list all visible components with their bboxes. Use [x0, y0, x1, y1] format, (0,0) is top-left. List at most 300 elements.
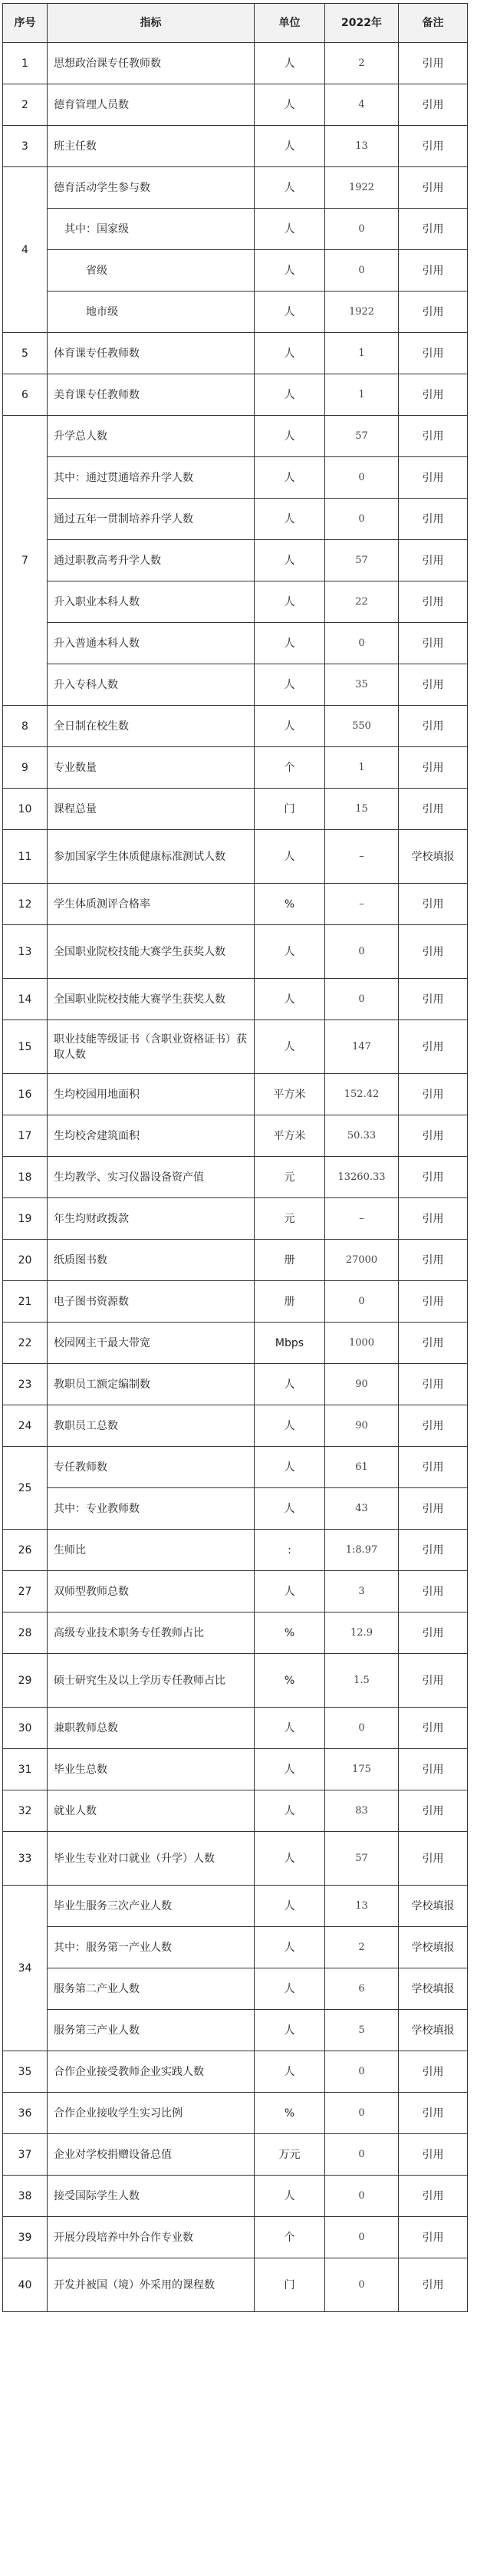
- row-value-cell: 147: [325, 1020, 399, 1074]
- row-remark-cell: 引用: [399, 979, 468, 1020]
- row-indicator-cell: 美育课专任教师数: [48, 374, 255, 416]
- row-remark-cell: 引用: [399, 1157, 468, 1198]
- row-unit-cell: 人: [255, 126, 325, 167]
- row-unit-cell: 人: [255, 167, 325, 209]
- row-indicator-cell: 德育活动学生参与数: [48, 167, 255, 209]
- row-remark-cell: 引用: [399, 2258, 468, 2312]
- row-seq-cell: 2: [3, 84, 48, 126]
- table-row: [3, 1927, 468, 1968]
- row-seq-cell: 6: [3, 374, 48, 416]
- row-remark-cell: 引用: [399, 416, 468, 457]
- table-row: [3, 43, 468, 84]
- row-unit-cell: %: [255, 2093, 325, 2134]
- row-unit-cell: 个: [255, 2217, 325, 2258]
- row-remark-cell: 引用: [399, 2093, 468, 2134]
- row-seq-cell: 18: [3, 1157, 48, 1198]
- table-row: [3, 540, 468, 581]
- row-unit-cell: 人: [255, 1927, 325, 1968]
- row-unit-cell: 人: [255, 540, 325, 581]
- row-value-cell: 13260.33: [325, 1157, 399, 1198]
- row-remark-cell: 引用: [399, 1790, 468, 1832]
- table-row: [3, 1571, 468, 1612]
- row-unit-cell: 个: [255, 747, 325, 789]
- row-value-cell: 1: [325, 747, 399, 789]
- row-remark-cell: 学校填报: [399, 1927, 468, 1968]
- indicator-table: [2, 3, 468, 2312]
- table-row: [3, 292, 468, 333]
- row-unit-cell: 人: [255, 2010, 325, 2051]
- row-remark-cell: 学校填报: [399, 1968, 468, 2010]
- table-row: [3, 2010, 468, 2051]
- row-remark-cell: 引用: [399, 167, 468, 209]
- row-unit-cell: 人: [255, 2051, 325, 2093]
- row-seq-cell: 39: [3, 2217, 48, 2258]
- row-unit-cell: 人: [255, 664, 325, 706]
- row-seq-cell: 4: [3, 167, 48, 333]
- row-remark-cell: 引用: [399, 84, 468, 126]
- row-indicator-cell: 专任教师数: [48, 1447, 255, 1488]
- row-indicator-cell: 生均教学、实习仪器设备资产值: [48, 1157, 255, 1198]
- row-seq-cell: 25: [3, 1447, 48, 1530]
- row-remark-cell: 引用: [399, 1364, 468, 1405]
- row-seq-cell: 37: [3, 2134, 48, 2176]
- row-indicator-cell: 其中：通过贯通培养升学人数: [48, 457, 255, 499]
- table-row: [3, 167, 468, 209]
- row-unit-cell: %: [255, 1654, 325, 1708]
- row-value-cell: 2: [325, 1927, 399, 1968]
- row-value-cell: 0: [325, 1708, 399, 1749]
- table-row: [3, 1447, 468, 1488]
- row-remark-cell: 引用: [399, 2176, 468, 2217]
- row-unit-cell: Mbps: [255, 1323, 325, 1364]
- row-indicator-cell: 纸质图书数: [48, 1240, 255, 1281]
- row-seq-cell: 8: [3, 706, 48, 747]
- row-seq-cell: 3: [3, 126, 48, 167]
- row-remark-cell: 引用: [399, 1447, 468, 1488]
- row-indicator-cell: 硕士研究生及以上学历专任教师占比: [48, 1654, 255, 1708]
- table-row: [3, 126, 468, 167]
- row-unit-cell: 册: [255, 1281, 325, 1323]
- row-remark-cell: 引用: [399, 1654, 468, 1708]
- row-indicator-cell: 开展分段培养中外合作专业数: [48, 2217, 255, 2258]
- row-remark-cell: 引用: [399, 1488, 468, 1530]
- table-row: [3, 1790, 468, 1832]
- row-indicator-cell: 毕业生服务三次产业人数: [48, 1886, 255, 1927]
- table-row: [3, 789, 468, 830]
- row-indicator-cell: 全日制在校生数: [48, 706, 255, 747]
- header-year: 2022年: [325, 4, 399, 43]
- row-seq-cell: 29: [3, 1654, 48, 1708]
- row-value-cell: 1:8.97: [325, 1530, 399, 1571]
- row-remark-cell: 引用: [399, 623, 468, 664]
- table-row: [3, 925, 468, 979]
- row-value-cell: 3: [325, 1571, 399, 1612]
- row-unit-cell: 人: [255, 979, 325, 1020]
- row-indicator-cell: 双师型教师总数: [48, 1571, 255, 1612]
- row-seq-cell: 34: [3, 1886, 48, 2051]
- row-seq-cell: 17: [3, 1115, 48, 1157]
- row-indicator-cell: 职业技能等级证书（含职业资格证书）获取人数: [48, 1020, 255, 1074]
- row-seq-cell: 31: [3, 1749, 48, 1790]
- row-indicator-cell: 服务第二产业人数: [48, 1968, 255, 2010]
- row-value-cell: 12.9: [325, 1612, 399, 1654]
- row-unit-cell: 人: [255, 2176, 325, 2217]
- row-indicator-cell: 兼职教师总数: [48, 1708, 255, 1749]
- row-remark-cell: 引用: [399, 2051, 468, 2093]
- row-indicator-cell: 教职员工总数: [48, 1405, 255, 1447]
- row-unit-cell: 人: [255, 43, 325, 84]
- row-value-cell: 0: [325, 499, 399, 540]
- row-value-cell: 0: [325, 2134, 399, 2176]
- row-seq-cell: 27: [3, 1571, 48, 1612]
- row-indicator-cell: 升入普通本科人数: [48, 623, 255, 664]
- row-unit-cell: :: [255, 1530, 325, 1571]
- row-unit-cell: 人: [255, 1488, 325, 1530]
- table-row: [3, 2093, 468, 2134]
- row-unit-cell: 人: [255, 1571, 325, 1612]
- row-seq-cell: 26: [3, 1530, 48, 1571]
- row-remark-cell: 引用: [399, 664, 468, 706]
- row-value-cell: 0: [325, 1281, 399, 1323]
- row-remark-cell: 引用: [399, 1074, 468, 1115]
- table-row: [3, 1323, 468, 1364]
- table-row: [3, 1240, 468, 1281]
- table-row: [3, 581, 468, 623]
- row-value-cell: 83: [325, 1790, 399, 1832]
- row-remark-cell: 引用: [399, 1708, 468, 1749]
- row-unit-cell: 册: [255, 1240, 325, 1281]
- table-row: [3, 1405, 468, 1447]
- row-seq-cell: 19: [3, 1198, 48, 1240]
- row-value-cell: 0: [325, 979, 399, 1020]
- row-unit-cell: 门: [255, 2258, 325, 2312]
- row-indicator-cell: 其中：专业教师数: [48, 1488, 255, 1530]
- row-indicator-cell: 其中：服务第一产业人数: [48, 1927, 255, 1968]
- row-unit-cell: 人: [255, 1749, 325, 1790]
- row-remark-cell: 引用: [399, 1240, 468, 1281]
- row-value-cell: 57: [325, 416, 399, 457]
- row-value-cell: 43: [325, 1488, 399, 1530]
- table-row: [3, 1886, 468, 1927]
- row-unit-cell: 人: [255, 84, 325, 126]
- row-indicator-cell: 体育课专任教师数: [48, 333, 255, 374]
- row-indicator-cell: 高级专业技术职务专任教师占比: [48, 1612, 255, 1654]
- row-seq-cell: 1: [3, 43, 48, 84]
- table-row: [3, 209, 468, 250]
- row-remark-cell: 引用: [399, 747, 468, 789]
- row-unit-cell: 人: [255, 499, 325, 540]
- table-row: [3, 2217, 468, 2258]
- row-unit-cell: 人: [255, 830, 325, 884]
- row-remark-cell: 引用: [399, 789, 468, 830]
- row-indicator-cell: 企业对学校捐赠设备总值: [48, 2134, 255, 2176]
- row-remark-cell: 引用: [399, 2134, 468, 2176]
- row-remark-cell: 引用: [399, 374, 468, 416]
- row-unit-cell: 人: [255, 333, 325, 374]
- row-remark-cell: 引用: [399, 581, 468, 623]
- table-row: [3, 1488, 468, 1530]
- row-indicator-cell: 班主任数: [48, 126, 255, 167]
- row-seq-cell: 21: [3, 1281, 48, 1323]
- row-unit-cell: 人: [255, 1405, 325, 1447]
- row-unit-cell: 人: [255, 457, 325, 499]
- row-indicator-cell: 生均校园用地面积: [48, 1074, 255, 1115]
- row-value-cell: 13: [325, 1886, 399, 1927]
- header-unit: 单位: [255, 4, 325, 43]
- row-seq-cell: 36: [3, 2093, 48, 2134]
- row-indicator-cell: 思想政治课专任教师数: [48, 43, 255, 84]
- row-remark-cell: 学校填报: [399, 830, 468, 884]
- row-remark-cell: 引用: [399, 333, 468, 374]
- row-seq-cell: 32: [3, 1790, 48, 1832]
- row-remark-cell: 引用: [399, 1571, 468, 1612]
- table-row: [3, 250, 468, 292]
- row-unit-cell: 人: [255, 1832, 325, 1886]
- table-row: [3, 2176, 468, 2217]
- row-seq-cell: 12: [3, 884, 48, 925]
- row-remark-cell: 引用: [399, 2217, 468, 2258]
- row-unit-cell: 万元: [255, 2134, 325, 2176]
- table-row: [3, 1281, 468, 1323]
- row-seq-cell: 14: [3, 979, 48, 1020]
- row-value-cell: 0: [325, 623, 399, 664]
- row-unit-cell: 人: [255, 1020, 325, 1074]
- row-remark-cell: 引用: [399, 540, 468, 581]
- row-indicator-cell: 校园网主干最大带宽: [48, 1323, 255, 1364]
- row-value-cell: –: [325, 884, 399, 925]
- row-value-cell: 0: [325, 250, 399, 292]
- row-seq-cell: 23: [3, 1364, 48, 1405]
- table-row: [3, 706, 468, 747]
- row-value-cell: 5: [325, 2010, 399, 2051]
- row-value-cell: 4: [325, 84, 399, 126]
- row-unit-cell: 平方米: [255, 1074, 325, 1115]
- table-header: [3, 4, 468, 43]
- row-value-cell: 61: [325, 1447, 399, 1488]
- row-indicator-cell: 德育管理人员数: [48, 84, 255, 126]
- row-value-cell: 2: [325, 43, 399, 84]
- row-value-cell: 1000: [325, 1323, 399, 1364]
- row-value-cell: 0: [325, 209, 399, 250]
- header-indicator: 指标: [48, 4, 255, 43]
- table-row: [3, 664, 468, 706]
- row-unit-cell: 人: [255, 581, 325, 623]
- row-remark-cell: 引用: [399, 457, 468, 499]
- table-row: [3, 830, 468, 884]
- row-indicator-cell: 毕业生专业对口就业（升学）人数: [48, 1832, 255, 1886]
- row-indicator-cell: 毕业生总数: [48, 1749, 255, 1790]
- row-value-cell: 550: [325, 706, 399, 747]
- row-value-cell: 1922: [325, 167, 399, 209]
- row-value-cell: 57: [325, 1832, 399, 1886]
- row-unit-cell: 元: [255, 1198, 325, 1240]
- table-row: [3, 1074, 468, 1115]
- table-row: [3, 1198, 468, 1240]
- row-value-cell: 1.5: [325, 1654, 399, 1708]
- row-seq-cell: 5: [3, 333, 48, 374]
- row-seq-cell: 15: [3, 1020, 48, 1074]
- header-remark: 备注: [399, 4, 468, 43]
- row-seq-cell: 28: [3, 1612, 48, 1654]
- row-unit-cell: 人: [255, 374, 325, 416]
- row-value-cell: 0: [325, 2176, 399, 2217]
- row-remark-cell: 引用: [399, 209, 468, 250]
- row-value-cell: 50.33: [325, 1115, 399, 1157]
- table-row: [3, 1654, 468, 1708]
- row-remark-cell: 学校填报: [399, 1886, 468, 1927]
- row-seq-cell: 16: [3, 1074, 48, 1115]
- row-seq-cell: 30: [3, 1708, 48, 1749]
- row-value-cell: 0: [325, 457, 399, 499]
- table-row: [3, 1832, 468, 1886]
- table-row: [3, 1530, 468, 1571]
- row-value-cell: 0: [325, 925, 399, 979]
- row-indicator-cell: 通过五年一贯制培养升学人数: [48, 499, 255, 540]
- row-remark-cell: 引用: [399, 884, 468, 925]
- row-value-cell: 6: [325, 1968, 399, 2010]
- row-remark-cell: 引用: [399, 292, 468, 333]
- row-remark-cell: 引用: [399, 1832, 468, 1886]
- header-seq: 序号: [3, 4, 48, 43]
- row-value-cell: 152.42: [325, 1074, 399, 1115]
- row-indicator-cell: 接受国际学生人数: [48, 2176, 255, 2217]
- row-remark-cell: 引用: [399, 1281, 468, 1323]
- row-indicator-cell: 升学总人数: [48, 416, 255, 457]
- row-value-cell: –: [325, 830, 399, 884]
- table-row: [3, 1364, 468, 1405]
- table-row: [3, 499, 468, 540]
- row-value-cell: 22: [325, 581, 399, 623]
- table-row: [3, 416, 468, 457]
- row-remark-cell: 引用: [399, 925, 468, 979]
- row-indicator-cell: 开发并被国（境）外采用的课程数: [48, 2258, 255, 2312]
- row-value-cell: 175: [325, 1749, 399, 1790]
- table-row: [3, 884, 468, 925]
- table-row: [3, 2051, 468, 2093]
- row-remark-cell: 引用: [399, 1405, 468, 1447]
- row-remark-cell: 引用: [399, 706, 468, 747]
- row-value-cell: 1922: [325, 292, 399, 333]
- table-row: [3, 1020, 468, 1074]
- row-value-cell: 35: [325, 664, 399, 706]
- row-remark-cell: 引用: [399, 1323, 468, 1364]
- table-row: [3, 84, 468, 126]
- row-unit-cell: 元: [255, 1157, 325, 1198]
- row-indicator-cell: 生师比: [48, 1530, 255, 1571]
- row-seq-cell: 20: [3, 1240, 48, 1281]
- row-indicator-cell: 参加国家学生体质健康标准测试人数: [48, 830, 255, 884]
- row-value-cell: 90: [325, 1405, 399, 1447]
- row-unit-cell: 人: [255, 1968, 325, 2010]
- row-remark-cell: 引用: [399, 1115, 468, 1157]
- table-row: [3, 457, 468, 499]
- row-remark-cell: 引用: [399, 1530, 468, 1571]
- row-indicator-cell: 通过职教高考升学人数: [48, 540, 255, 581]
- row-value-cell: 13: [325, 126, 399, 167]
- row-unit-cell: 人: [255, 1364, 325, 1405]
- row-indicator-cell: 课程总量: [48, 789, 255, 830]
- row-unit-cell: 人: [255, 1708, 325, 1749]
- row-value-cell: 27000: [325, 1240, 399, 1281]
- row-indicator-cell: 合作企业接收学生实习比例: [48, 2093, 255, 2134]
- row-seq-cell: 38: [3, 2176, 48, 2217]
- row-seq-cell: 13: [3, 925, 48, 979]
- row-remark-cell: 引用: [399, 499, 468, 540]
- row-remark-cell: 引用: [399, 1198, 468, 1240]
- table-row: [3, 979, 468, 1020]
- row-seq-cell: 11: [3, 830, 48, 884]
- row-value-cell: 0: [325, 2093, 399, 2134]
- row-indicator-cell: 学生体质测评合格率: [48, 884, 255, 925]
- row-seq-cell: 10: [3, 789, 48, 830]
- table-row: [3, 374, 468, 416]
- row-value-cell: 0: [325, 2217, 399, 2258]
- row-seq-cell: 22: [3, 1323, 48, 1364]
- row-value-cell: 57: [325, 540, 399, 581]
- row-seq-cell: 40: [3, 2258, 48, 2312]
- table-row: [3, 1115, 468, 1157]
- row-remark-cell: 引用: [399, 250, 468, 292]
- row-indicator-cell: 升入专科人数: [48, 664, 255, 706]
- row-indicator-cell: 其中：国家级: [48, 209, 255, 250]
- row-indicator-cell: 合作企业接受教师企业实践人数: [48, 2051, 255, 2093]
- table-body: [3, 43, 468, 2312]
- row-value-cell: 90: [325, 1364, 399, 1405]
- row-remark-cell: 引用: [399, 1612, 468, 1654]
- row-unit-cell: 人: [255, 1886, 325, 1927]
- row-seq-cell: 7: [3, 416, 48, 706]
- row-unit-cell: 人: [255, 292, 325, 333]
- row-seq-cell: 33: [3, 1832, 48, 1886]
- row-unit-cell: 人: [255, 1790, 325, 1832]
- row-remark-cell: 引用: [399, 1020, 468, 1074]
- table-row: [3, 1749, 468, 1790]
- table-row: [3, 747, 468, 789]
- table-row: [3, 2258, 468, 2312]
- row-indicator-cell: 电子图书资源数: [48, 1281, 255, 1323]
- row-indicator-cell: 全国职业院校技能大赛学生获奖人数: [48, 925, 255, 979]
- table-row: [3, 2134, 468, 2176]
- row-seq-cell: 35: [3, 2051, 48, 2093]
- row-seq-cell: 9: [3, 747, 48, 789]
- row-indicator-cell: 生均校舍建筑面积: [48, 1115, 255, 1157]
- table-row: [3, 333, 468, 374]
- row-seq-cell: 24: [3, 1405, 48, 1447]
- row-value-cell: 1: [325, 374, 399, 416]
- row-remark-cell: 引用: [399, 43, 468, 84]
- row-unit-cell: 人: [255, 416, 325, 457]
- row-value-cell: 15: [325, 789, 399, 830]
- row-unit-cell: 人: [255, 623, 325, 664]
- row-indicator-cell: 省级: [48, 250, 255, 292]
- row-indicator-cell: 全国职业院校技能大赛学生获奖人数: [48, 979, 255, 1020]
- row-unit-cell: 平方米: [255, 1115, 325, 1157]
- row-value-cell: 0: [325, 2051, 399, 2093]
- row-indicator-cell: 教职员工额定编制数: [48, 1364, 255, 1405]
- row-unit-cell: %: [255, 884, 325, 925]
- row-unit-cell: 人: [255, 706, 325, 747]
- row-indicator-cell: 就业人数: [48, 1790, 255, 1832]
- table-row: [3, 1612, 468, 1654]
- row-indicator-cell: 专业数量: [48, 747, 255, 789]
- row-value-cell: –: [325, 1198, 399, 1240]
- row-unit-cell: 人: [255, 925, 325, 979]
- row-remark-cell: 引用: [399, 126, 468, 167]
- row-unit-cell: 门: [255, 789, 325, 830]
- table-row: [3, 1157, 468, 1198]
- row-remark-cell: 学校填报: [399, 2010, 468, 2051]
- row-value-cell: 0: [325, 2258, 399, 2312]
